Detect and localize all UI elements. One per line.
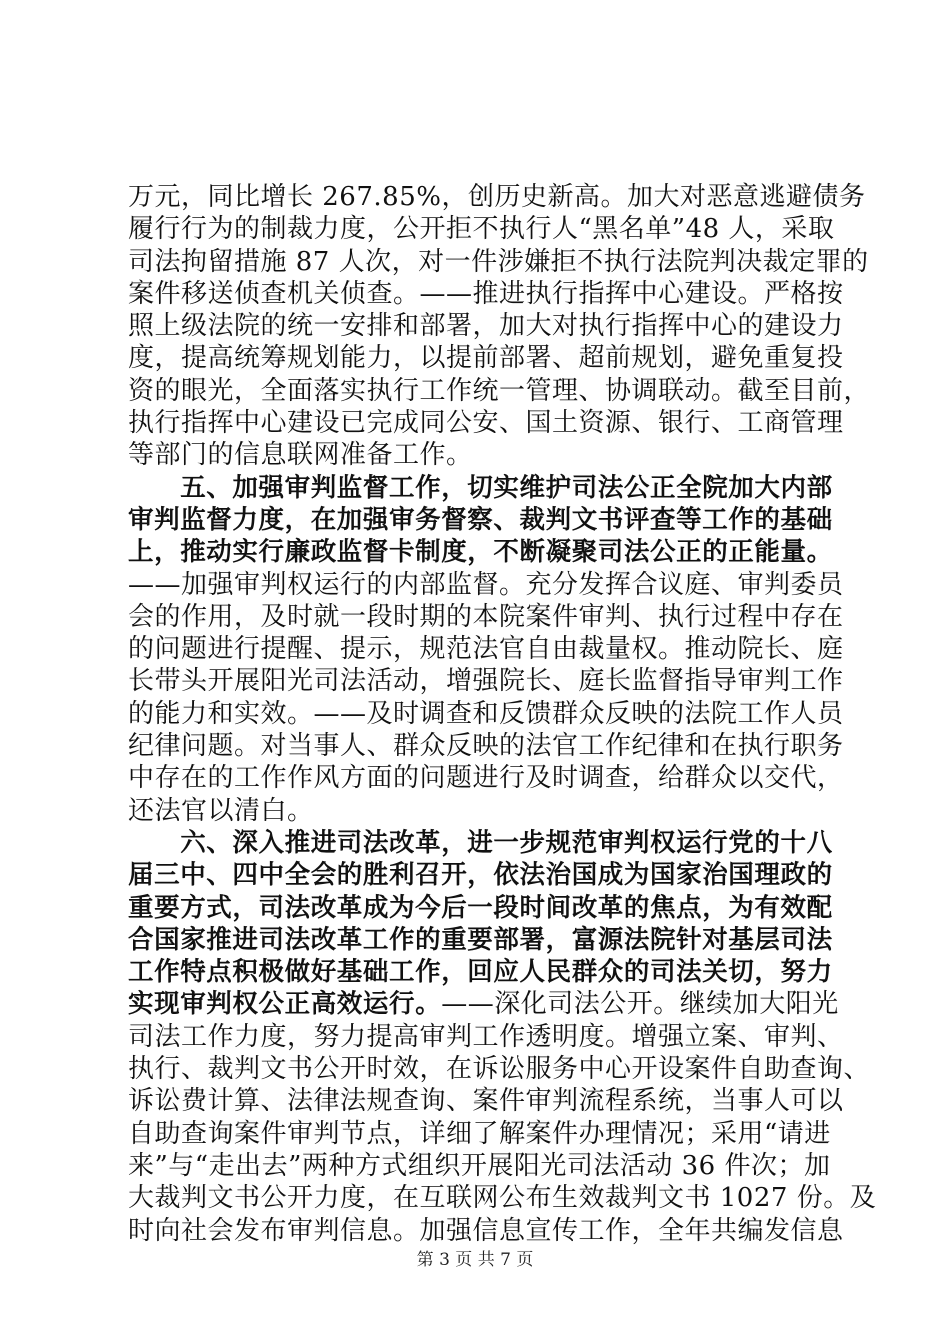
body-text: 资的眼光，全面落实执行工作统一管理、协调联动。截至目前，: [128, 375, 871, 406]
body-text: 还法官以清白。: [128, 795, 314, 826]
text-line: [128, 439, 850, 471]
body-text: 执行、裁判文书公开时效，在诉讼服务中心开设案件自助查询、: [128, 1054, 871, 1085]
body-text: 诉讼费计算、法律法规查询、案件审判流程系统，当事人可以: [128, 1086, 844, 1117]
body-text: 长带头开展阳光司法活动，增强院长、庭长监督指导审判工作: [128, 666, 844, 697]
text-line: [128, 698, 850, 730]
body-text: 度，提高统筹规划能力，以提前部署、超前规划，避免重复投: [128, 343, 844, 374]
bold-heading-text: 六、深入推进司法改革，进一步规范审判权运行党的十八: [128, 827, 833, 858]
text-line: [128, 924, 850, 956]
text-line: [128, 1150, 850, 1182]
text-line: [128, 795, 850, 827]
text-line: [128, 504, 850, 536]
body-text: 会的作用，及时就一段时期的本院案件审判、执行过程中存在: [128, 601, 844, 632]
document-body: [128, 181, 877, 1247]
bold-heading-text: 合国家推进司法改革工作的重要部署，富源法院针对基层司法: [128, 924, 833, 955]
text-line: [128, 472, 850, 504]
body-text: 时向社会发布审判信息。加强信息宣传工作，全年共编发信息: [128, 1215, 844, 1246]
body-text: 案件移送侦查机关侦查。——推进执行指挥中心建设。严格按: [128, 278, 844, 309]
text-line: [128, 536, 850, 568]
text-line: [128, 665, 850, 697]
body-text: 照上级法院的统一安排和部署，加大对执行指挥中心的建设力: [128, 311, 844, 342]
text-line: [128, 859, 850, 891]
body-text: 的问题进行提醒、提示，规范法官自由裁量权。推动院长、庭: [128, 634, 844, 665]
bold-heading-text: 上，推动实行廉政监督卡制度，不断凝聚司法公正的正能量。: [128, 537, 833, 568]
text-line: [128, 730, 850, 762]
body-text: ——深化司法公开。继续加大阳光: [441, 989, 839, 1020]
text-line: [128, 407, 850, 439]
text-line: [128, 827, 850, 859]
text-line: [128, 1021, 850, 1053]
text-line: [128, 892, 850, 924]
body-text: 中存在的工作作风方面的问题进行及时调查，给群众以交代，: [128, 763, 844, 794]
text-line: [128, 181, 866, 213]
body-text: 纪律问题。对当事人、群众反映的法官工作纪律和在执行职务: [128, 731, 844, 762]
text-line: [128, 1053, 871, 1085]
text-line: [128, 1182, 877, 1214]
text-line: [128, 1215, 850, 1247]
body-text: 司法拘留措施 87 人次，对一件涉嫌拒不执行法院判决裁定罪的: [128, 246, 869, 277]
text-line: [128, 310, 850, 342]
body-text: 司法工作力度，努力提高审判工作透明度。增强立案、审判、: [128, 1021, 844, 1052]
text-line: [128, 342, 850, 374]
text-line: [128, 1085, 850, 1117]
text-line: [128, 601, 850, 633]
bold-heading-text: 重要方式，司法改革成为今后一段时间改革的焦点，为有效配: [128, 892, 833, 923]
body-text: 等部门的信息联网准备工作。: [128, 440, 473, 471]
bold-heading-text: 实现审判权公正高效运行。: [128, 989, 442, 1020]
text-line: [128, 988, 850, 1020]
body-text: 来”与“走出去”两种方式组织开展阳光司法活动 36 件次；加: [128, 1150, 831, 1181]
bold-heading-text: 届三中、四中全会的胜利召开，依法治国成为国家治国理政的: [128, 860, 833, 891]
bold-heading-text: 审判监督力度，在加强审务督察、裁判文书评查等工作的基础: [128, 504, 833, 535]
body-text: 自助查询案件审判节点，详细了解案件办理情况；采用“请进: [128, 1118, 831, 1149]
page-footer: 第 3 页 共 7 页: [416, 1250, 534, 1270]
text-line: [128, 213, 850, 245]
text-line: [128, 762, 850, 794]
body-text: 大裁判文书公开力度，在互联网公布生效裁判文书 1027 份。及: [128, 1183, 877, 1214]
body-text: ——加强审判权运行的内部监督。充分发挥合议庭、审判委员: [128, 569, 844, 600]
text-line: [128, 1118, 850, 1150]
body-text: 的能力和实效。——及时调查和反馈群众反映的法院工作人员: [128, 698, 844, 729]
text-line: [128, 569, 850, 601]
text-line: [128, 956, 850, 988]
bold-heading-text: 五、加强审判监督工作，切实维护司法公正全院加大内部: [128, 472, 833, 503]
text-line: [128, 246, 869, 278]
body-text: 万元，同比增长 267.85%，创历史新高。加大对恶意逃避债务: [128, 182, 866, 212]
bold-heading-text: 工作特点积极做好基础工作，回应人民群众的司法关切，努力: [128, 957, 833, 988]
body-text: 履行行为的制裁力度，公开拒不执行人“黑名单”48 人，采取: [128, 214, 835, 245]
text-line: [128, 375, 871, 407]
text-line: [128, 633, 850, 665]
body-text: 执行指挥中心建设已完成同公安、国土资源、银行、工商管理: [128, 408, 844, 439]
text-line: [128, 278, 850, 310]
